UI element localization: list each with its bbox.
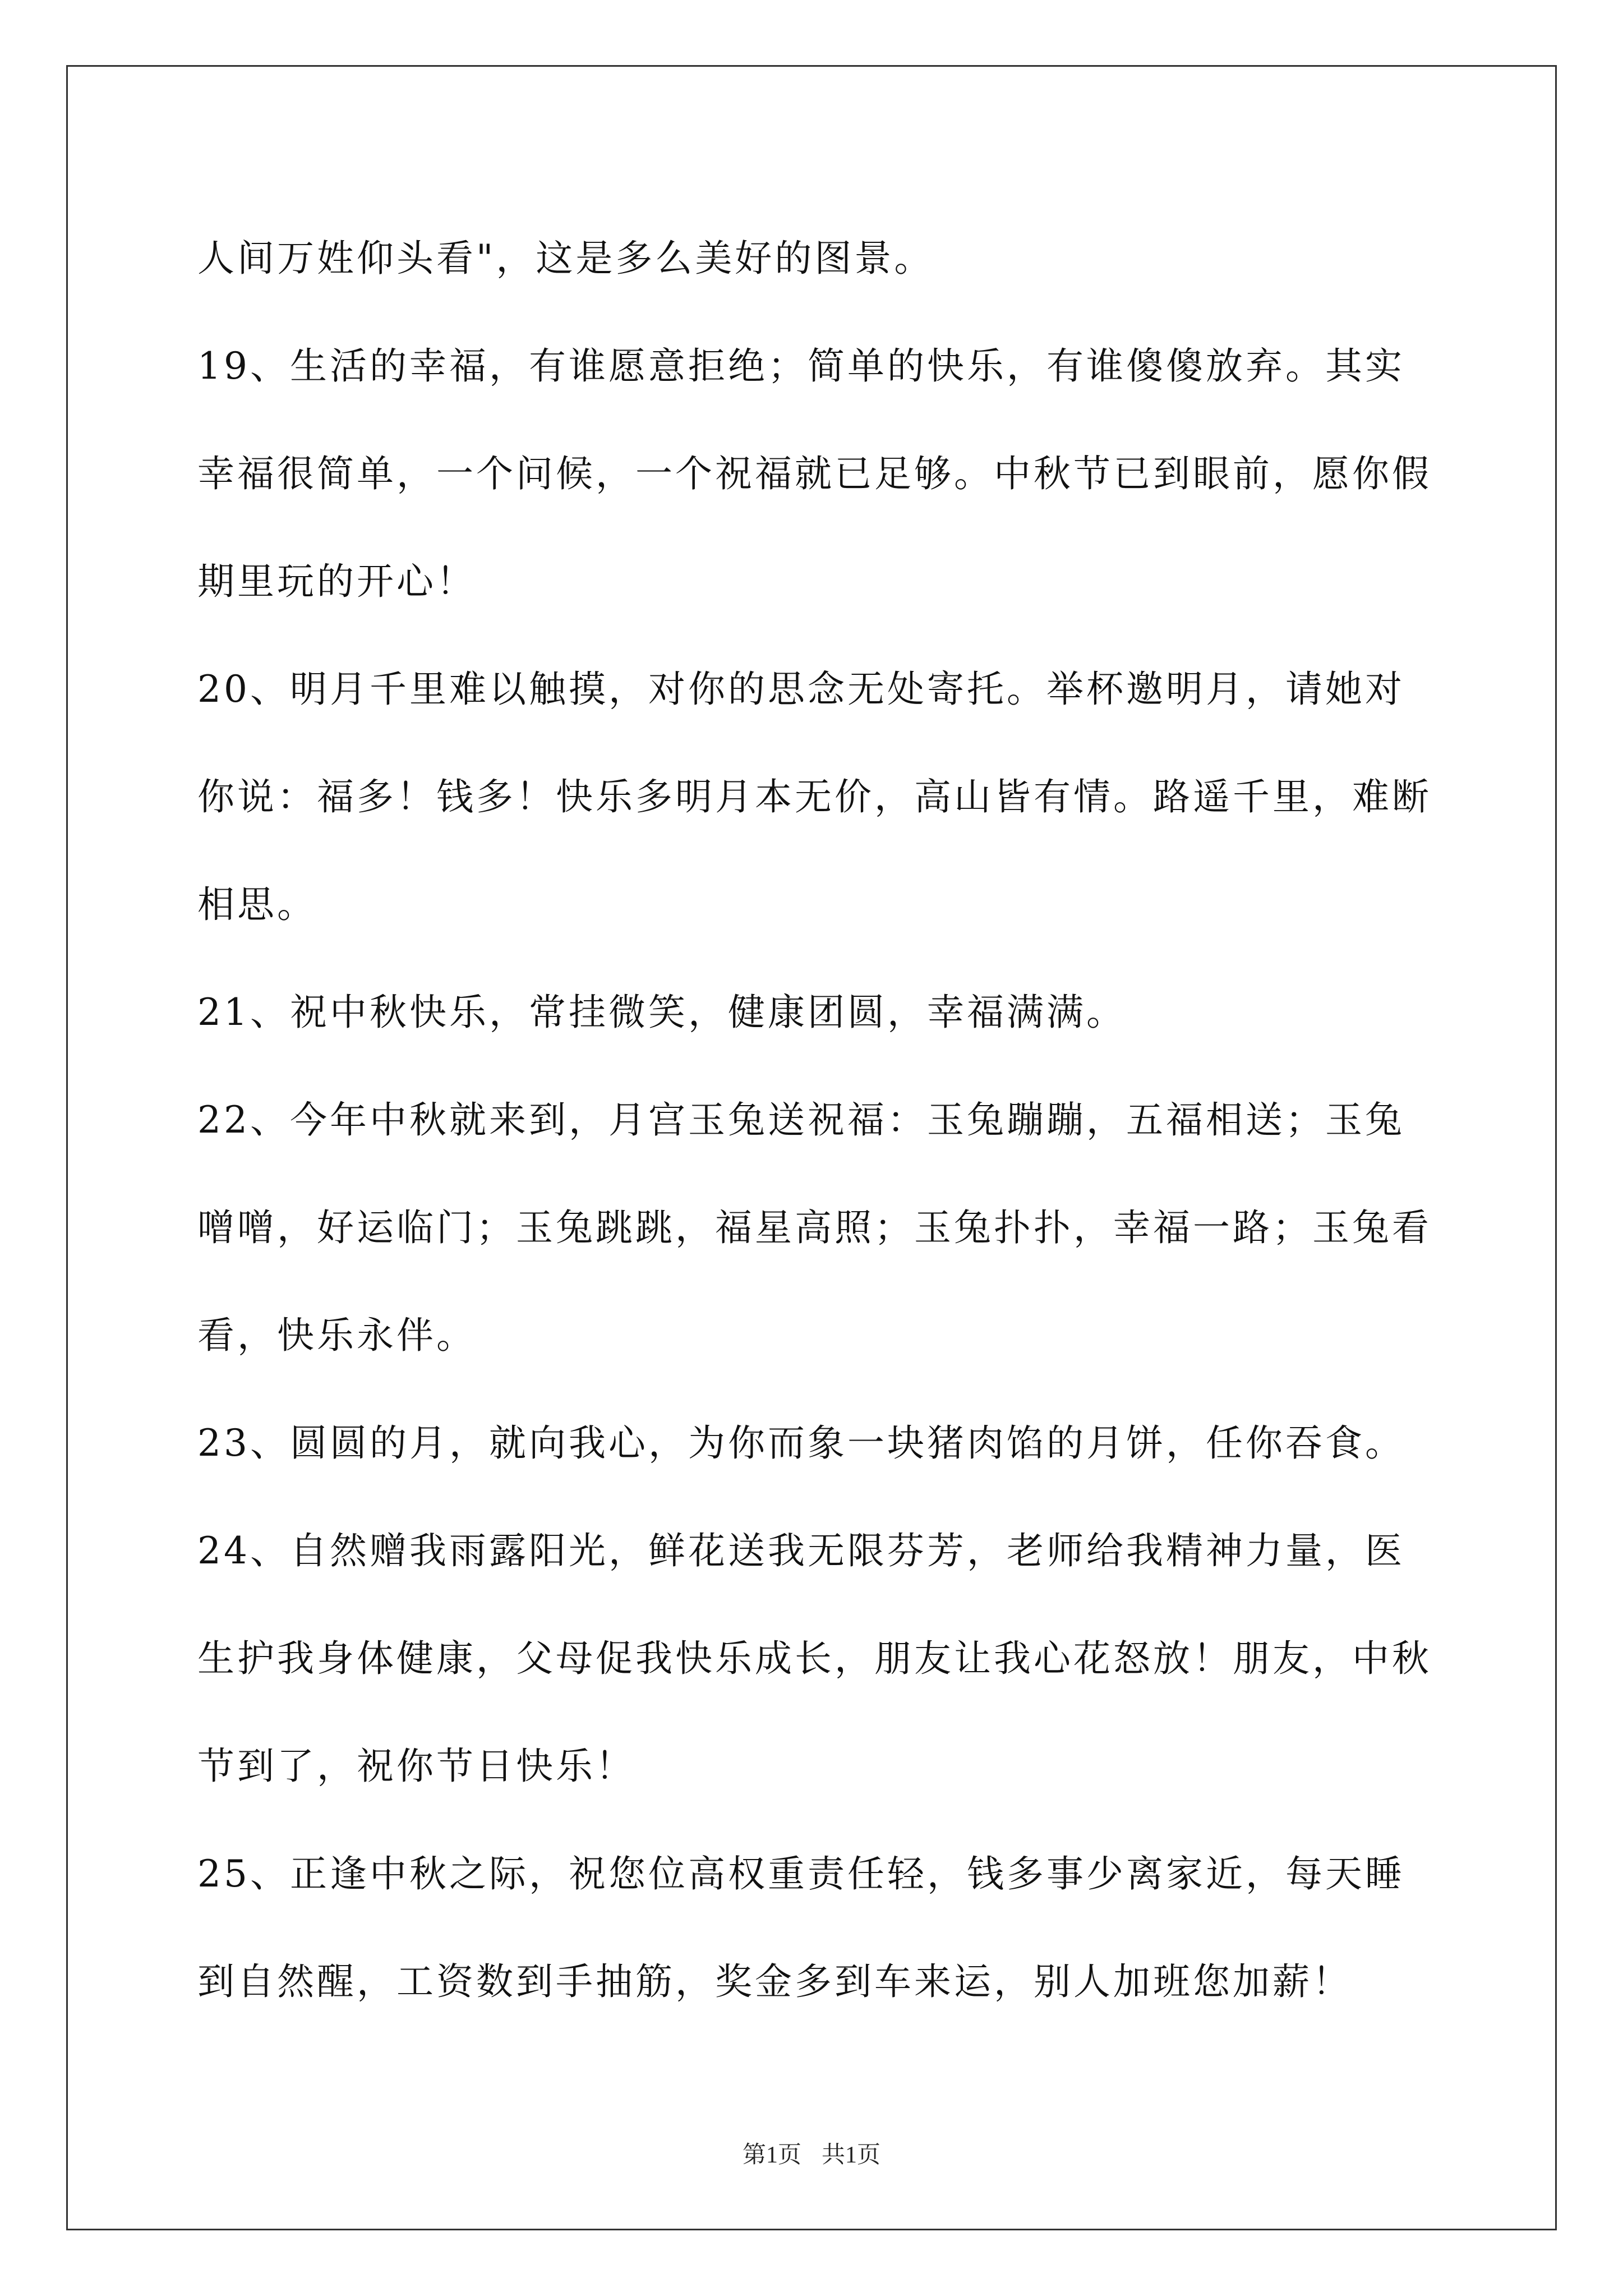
page-footer: [0, 2136, 1623, 2170]
paragraph-23: 23、圆圆的月，就向我心，为你而象一块猪肉馅的月饼，任你吞食。: [197, 1421, 1405, 1465]
page-number-current: 第1页: [742, 2142, 801, 2168]
paragraph-25: 25、正逢中秋之际，祝您位高权重责任轻，钱多事少离家近，每天睡到自然醒，工资数到手抽筋，奖金多到车来运，别人加班您加薪！: [197, 1852, 1405, 2003]
paragraph-19: 19、生活的幸福，有谁愿意拒绝；简单的快乐，有谁傻傻放弃。其实幸福很简单，一个问候，一个祝福就已足够。中秋节已到眼前，愿你假期里玩的开心！: [197, 344, 1432, 603]
page-number-total: 共1页: [822, 2142, 881, 2168]
paragraph-21: 21、祝中秋快乐，常挂微笑，健康团圆，幸福满满。: [197, 991, 1126, 1034]
paragraph-1: 人间万姓仰头看"，这是多么美好的图景。: [197, 237, 934, 280]
paragraph-22: 22、今年中秋就来到，月宫玉兔送祝福：玉兔蹦蹦，五福相送；玉兔噌噌，好运临门；玉兔跳跳，福星高照；玉兔扑扑，幸福一路；玉兔看看，快乐永伴。: [197, 1098, 1432, 1357]
paragraph-20: 20、明月千里难以触摸，对你的思念无处寄托。举杯邀明月，请她对你说：福多！钱多！快乐多明月本无价，高山皆有情。路遥千里，难断相思。: [197, 668, 1432, 926]
paragraph-24: 24、自然赠我雨露阳光，鲜花送我无限芬芳，老师给我精神力量，医生护我身体健康，父母促我快乐成长，朋友让我心花怒放！朋友，中秋节到了，祝你节日快乐！: [197, 1529, 1432, 1788]
document-body: [197, 205, 1438, 2036]
